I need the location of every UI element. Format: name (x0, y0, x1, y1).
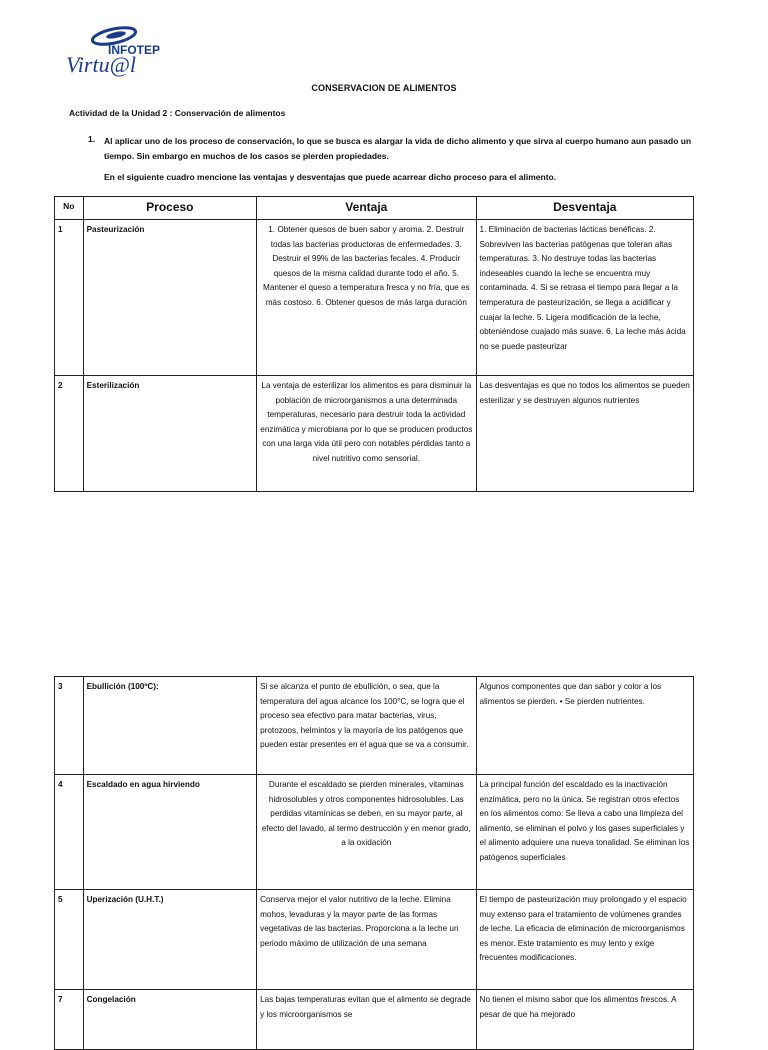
row-disadvantage: El tiempo de pasteurización muy prolongado y el espacio muy extenso para el tratamiento de volúmenes grandes de leche. La eficacia de eliminación de microorganismos es menor. Este tratamiento es muy lento y exige frecuentes modificaciones. (476, 890, 693, 990)
table-header-row (55, 197, 694, 220)
row-disadvantage: Las desventajas es que no todos los alimentos se pueden esterilizar y se destruyen algunos nutrientes (476, 376, 693, 492)
header-ventaja: Ventaja (257, 197, 476, 220)
row-number: 3 (55, 677, 84, 775)
row-disadvantage: Algunos componentes que dan sabor y color a los alimentos se pierden. • Se pierden nutrientes. (476, 677, 693, 775)
logo-brand-text: INFOTEP (108, 43, 161, 57)
row-advantage: La ventaja de esterilizar los alimentos es para disminuir la población de microorganismos a una determinada temperaturas, necesario para destruir toda la actividad enzimática y microbiana por lo que se producen productos con una larga vida útil pero con notables pérdidas tanto a nivel nutritivo como sensorial. (257, 376, 476, 492)
row-number: 1 (55, 220, 84, 376)
question-instruction: En el siguiente cuadro mencione las ventajas y desventajas que puede acarrear dicho proceso para el alimento. (104, 172, 557, 182)
row-advantage: Las bajas temperaturas evitan que el alimento se degrade y los microorganismos se (257, 990, 476, 1050)
table-row (55, 376, 694, 492)
row-number: 5 (55, 890, 84, 990)
table-row (55, 775, 694, 890)
conservation-table-part-1 (54, 196, 694, 492)
row-process: Esterilización (83, 376, 257, 492)
row-number: 4 (55, 775, 84, 890)
row-disadvantage: No tienen el mismo sabor que los alimentos frescos. A pesar de que ha mejorado (476, 990, 693, 1050)
conservation-table-part-2 (54, 676, 694, 1050)
row-process: Uperización (U.H.T.) (83, 890, 257, 990)
row-advantage: Si se alcanza el punto de ebullición, o sea, que la temperatura del agua alcance los 100°C, se logra que el proceso sea efectivo para matar bacterias, virus, protozoos, helmintos y la mayoría de los patógenos que pueden estar presentes en el agua que se va a consumir. (257, 677, 476, 775)
row-disadvantage: 1. Eliminación de bacterias lácticas benéficas. 2. Sobreviven las bacterias patógenas que toleran altas temperaturas. 3. No destruye todas las bacterias indeseables cuando la leche se encuentra muy contaminada. 4. Si se retrasa el tiempo para llegar a la temperatura de pasteurización, se llega a acidificar y cuajar la leche. 5. Ligera modificación de la leche, obteniéndose cuajado más suave. 6. La leche más ácida no se puede pasteurizar (476, 220, 693, 376)
table-row (55, 677, 694, 775)
document-title: CONSERVACION DE ALIMENTOS (311, 83, 457, 93)
header-no: No (55, 197, 84, 220)
header-desventaja: Desventaja (476, 197, 693, 220)
row-disadvantage: La principal función del escaldado es la inactivación enzimática, pero no la única. Se registran otros efectos en los alimentos como: Se lleva a cabo una limpieza del alimento, se eliminan el polvo y los gases superficiales y el alimento adquiere una nueva tonalidad. Se eliminan los patógenos superficiales (476, 775, 693, 890)
table-row (55, 990, 694, 1050)
activity-heading: Actividad de la Unidad 2 : Conservación de alimentos (69, 108, 286, 118)
row-process: Pasteurización (83, 220, 257, 376)
table-row (55, 890, 694, 990)
row-advantage: Conserva mejor el valor nutritivo de la leche. Elimina mohos, levaduras y la mayor parte de las formas vegetativas de las bacterias. Proporciona a la leche un periodo máximo de utilización de una semana (257, 890, 476, 990)
row-process: Escaldado en agua hirviendo (83, 775, 257, 890)
table-row (55, 220, 694, 376)
logo-virtual-text: Virtu@l (66, 52, 136, 77)
row-advantage: 1. Obtener quesos de buen sabor y aroma. 2. Destruir todas las bacterias productoras de enfermedades. 3. Destruir el 99% de las bacterias fecales. 4. Producir quesos de la misma calidad durante todo el año. 5. Mantener el queso a temperatura fresca y no fría, que es más costoso. 6. Obtener quesos de más larga duración (257, 220, 476, 376)
header-proceso: Proceso (83, 197, 257, 220)
row-number: 2 (55, 376, 84, 492)
question-number: 1. (88, 134, 96, 144)
row-number: 7 (55, 990, 84, 1050)
infotep-virtual-logo (62, 22, 162, 78)
row-process: Congelación (83, 990, 257, 1050)
row-process: Ebullición (100ºC): (83, 677, 257, 775)
question-text: Al aplicar uno de los proceso de conservación, lo que se busca es alargar la vida de dicho alimento y que sirva al cuerpo humano aun pasado un tiempo. Sin embargo en muchos de los casos se pierden propiedades. (104, 136, 692, 161)
row-advantage: Durante el escaldado se pierden minerales, vitaminas hidrosolubles y otros componentes hidrosolubles. Las perdidas vitamínicas se deben, en su mayor parte, al efecto del lavado, al termo destrucción y en menor grado, a la oxidación (257, 775, 476, 890)
